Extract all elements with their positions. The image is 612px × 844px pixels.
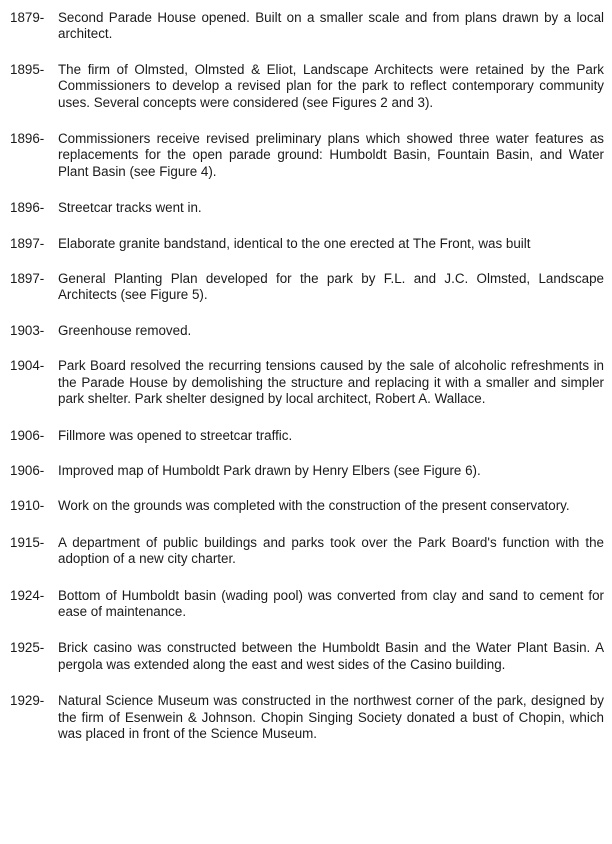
- timeline-entry: [10, 535, 604, 568]
- timeline-entry: [10, 358, 604, 407]
- entry-year: 1879-: [10, 10, 45, 25]
- entry-year: 1896-: [10, 200, 45, 216]
- entry-text: A department of public buildings and parks took over the Park Board's function with the adoption of a new city charter.: [58, 534, 604, 567]
- entry-year: 1924-: [10, 587, 45, 603]
- entry-year: 1925-: [10, 640, 45, 656]
- entry-year: 1903-: [10, 322, 45, 338]
- entry-year: 1915-: [10, 534, 45, 550]
- entry-text: Streetcar tracks went in.: [58, 200, 202, 216]
- entry-text: Fillmore was opened to streetcar traffic.: [58, 427, 293, 443]
- timeline-entry: [10, 640, 604, 673]
- timeline-entry: [10, 498, 604, 514]
- timeline-entry: [10, 10, 604, 43]
- entry-year: 1897-: [10, 235, 45, 251]
- timeline-entry: [10, 693, 604, 742]
- entry-year: 1897-: [10, 271, 45, 287]
- entry-text: Bottom of Humboldt basin (wading pool) was converted from clay and sand to cement for ease of maintenance.: [58, 587, 604, 619]
- entry-text: Park Board resolved the recurring tensions caused by the sale of alcoholic refreshments in the Parade House by demolishing the structure and replacing it with a smaller and simpler park shelter. Park shelter designed by local architect, Robert A. Wallace.: [58, 358, 604, 407]
- entry-text: Second Parade House opened. Built on a smaller scale and from plans drawn by a local architect.: [58, 10, 604, 42]
- entry-text: Improved map of Humboldt Park drawn by Henry Elbers (see Figure 6).: [58, 462, 481, 478]
- timeline-entry: [10, 271, 604, 304]
- entry-text: Commissioners receive revised preliminary plans which showed three water features as replacements for the open parade ground: Humboldt Basin, Fountain Basin, and Water Plant Basin (see Figure 4).: [58, 131, 604, 179]
- entry-year: 1906-: [10, 462, 45, 478]
- entry-text: General Planting Plan developed for the park by F.L. and J.C. Olmsted, Landscape Architects (see Figure 5).: [58, 271, 604, 303]
- timeline-entry: [10, 463, 604, 479]
- timeline-entry: [10, 236, 604, 252]
- timeline: [10, 10, 604, 742]
- entry-year: 1895-: [10, 61, 45, 77]
- entry-year: 1929-: [10, 693, 45, 709]
- timeline-entry: [10, 62, 604, 111]
- entry-text: Greenhouse removed.: [58, 322, 192, 338]
- timeline-entry: [10, 131, 604, 180]
- timeline-entry: [10, 588, 604, 621]
- entry-text: Elaborate granite bandstand, identical to the one erected at The Front, was built: [58, 235, 531, 251]
- entry-text: The firm of Olmsted, Olmsted & Eliot, Landscape Architects were retained by the Park Commissioners to develop a revised plan for the park to reflect contemporary community uses. Several concepts were considered (see Figures 2 and 3).: [58, 61, 604, 110]
- timeline-entry: [10, 323, 604, 339]
- timeline-entry: [10, 200, 604, 216]
- entry-year: 1896-: [10, 131, 45, 147]
- entry-text: Brick casino was constructed between the Humboldt Basin and the Water Plant Basin. A pergola was extended along the east and west sides of the Casino building.: [58, 640, 604, 672]
- timeline-entry: [10, 428, 604, 444]
- entry-text: Work on the grounds was completed with the construction of the present conservatory.: [58, 498, 570, 514]
- entry-year: 1904-: [10, 358, 45, 374]
- entry-year: 1906-: [10, 427, 45, 443]
- entry-text: Natural Science Museum was constructed in the northwest corner of the park, designed by the firm of Esenwein & Johnson. Chopin Singing Society donated a bust of Chopin, which was placed in front of the Science Museum.: [58, 693, 604, 741]
- entry-year: 1910-: [10, 498, 45, 514]
